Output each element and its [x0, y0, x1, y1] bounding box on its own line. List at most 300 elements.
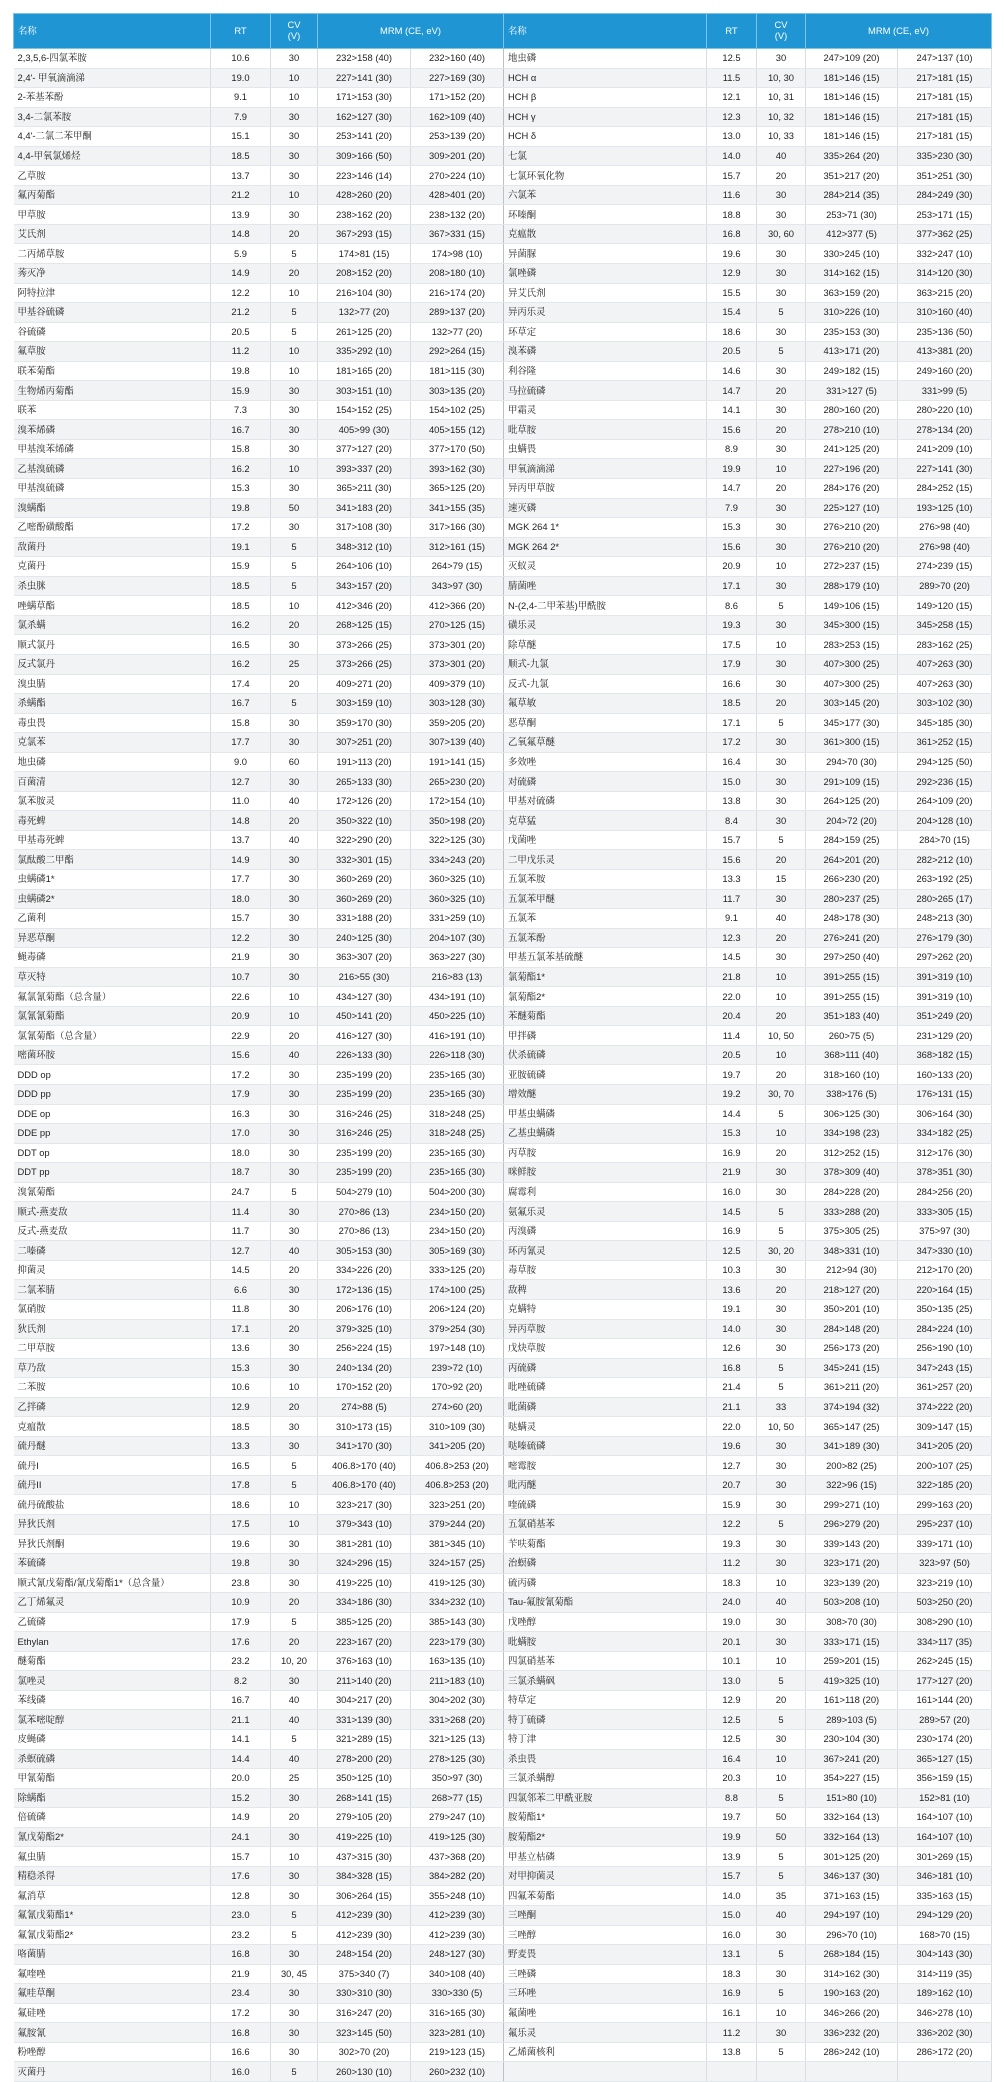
right-compound-name: 戊唑醇 [504, 1612, 707, 1632]
right-mrm-transition-2: 407>263 (30) [898, 654, 992, 674]
left-compound-name: 杀虫脒 [14, 576, 211, 596]
right-mrm-transition-1: 253>71 (30) [806, 205, 898, 225]
right-mrm-transition-1: 310>226 (10) [806, 303, 898, 323]
header-mrm-right: MRM (CE, eV) [806, 14, 992, 49]
left-cv-value: 10 [271, 283, 318, 303]
left-rt-value: 16.2 [211, 615, 271, 635]
right-mrm-transition-2: 350>135 (25) [898, 1300, 992, 1320]
right-mrm-transition-1: 308>70 (30) [806, 1612, 898, 1632]
right-mrm-transition-2: 230>174 (20) [898, 1730, 992, 1750]
right-mrm-transition-2: 253>171 (15) [898, 205, 992, 225]
left-mrm-transition-2: 373>301 (20) [411, 635, 504, 655]
right-rt-value: 8.4 [707, 811, 757, 831]
right-rt-value: 13.6 [707, 1280, 757, 1300]
left-compound-name: 甲基溴硫磷 [14, 479, 211, 499]
left-rt-value: 7.3 [211, 400, 271, 420]
right-mrm-transition-2: 189>162 (10) [898, 1984, 992, 2004]
left-mrm-transition-1: 302>70 (20) [318, 2042, 411, 2062]
right-rt-value: 17.9 [707, 654, 757, 674]
right-cv-value: 20 [757, 420, 806, 440]
right-rt-value: 15.0 [707, 772, 757, 792]
right-compound-name: 戊炔草胺 [504, 1339, 707, 1359]
right-cv-value: 30 [757, 1163, 806, 1183]
left-rt-value: 10.6 [211, 1378, 271, 1398]
right-cv-value: 10, 33 [757, 127, 806, 147]
table-row [14, 479, 992, 499]
left-cv-value: 30 [271, 909, 318, 929]
left-mrm-transition-2: 360>325 (10) [411, 869, 504, 889]
left-cv-value: 5 [271, 322, 318, 342]
left-compound-name: 虫螨磷1* [14, 869, 211, 889]
right-mrm-transition-1: 299>271 (10) [806, 1495, 898, 1515]
right-mrm-transition-1: 306>125 (30) [806, 1104, 898, 1124]
left-rt-value: 14.9 [211, 264, 271, 284]
right-rt-value: 11.7 [707, 889, 757, 909]
right-mrm-transition-2: 323>219 (10) [898, 1573, 992, 1593]
left-mrm-transition-1: 274>88 (5) [318, 1397, 411, 1417]
right-mrm-transition-1: 419>325 (10) [806, 1671, 898, 1691]
right-mrm-transition-2: 284>249 (30) [898, 185, 992, 205]
left-mrm-transition-2: 331>268 (20) [411, 1710, 504, 1730]
left-mrm-transition-2: 163>135 (10) [411, 1651, 504, 1671]
left-rt-value: 5.9 [211, 244, 271, 264]
left-mrm-transition-2: 334>232 (10) [411, 1593, 504, 1613]
left-compound-name: 二苯胺 [14, 1378, 211, 1398]
right-mrm-transition-2: 256>190 (10) [898, 1339, 992, 1359]
right-compound-name: 氟草敏 [504, 694, 707, 714]
right-cv-value: 30 [757, 1612, 806, 1632]
right-cv-value: 5 [757, 1671, 806, 1691]
right-mrm-transition-2: 332>247 (10) [898, 244, 992, 264]
right-rt-value: 15.6 [707, 850, 757, 870]
right-cv-value: 30 [757, 889, 806, 909]
right-cv-value: 35 [757, 1886, 806, 1906]
left-cv-value: 10 [271, 342, 318, 362]
left-mrm-transition-1: 419>225 (10) [318, 1827, 411, 1847]
left-cv-value: 30 [271, 1886, 318, 1906]
left-cv-value: 30 [271, 439, 318, 459]
left-cv-value: 30 [271, 479, 318, 499]
left-mrm-transition-2: 343>97 (30) [411, 576, 504, 596]
left-cv-value: 5 [271, 1456, 318, 1476]
left-mrm-transition-2: 385>143 (30) [411, 1612, 504, 1632]
right-mrm-transition-2: 193>125 (10) [898, 498, 992, 518]
right-mrm-transition-1: 367>241 (20) [806, 1749, 898, 1769]
table-row [14, 1612, 992, 1632]
table-row [14, 694, 992, 714]
right-cv-value: 30 [757, 1964, 806, 1984]
right-mrm-transition-2: 177>127 (20) [898, 1671, 992, 1691]
left-compound-name: 乙基溴硫磷 [14, 459, 211, 479]
right-rt-value: 22.0 [707, 987, 757, 1007]
left-mrm-transition-1: 162>127 (30) [318, 107, 411, 127]
left-mrm-transition-2: 219>123 (15) [411, 2042, 504, 2062]
right-compound-name: 敌稗 [504, 1280, 707, 1300]
left-mrm-transition-2: 412>366 (20) [411, 596, 504, 616]
left-rt-value: 14.9 [211, 850, 271, 870]
left-mrm-transition-1: 235>199 (20) [318, 1065, 411, 1085]
left-mrm-transition-2: 322>125 (30) [411, 830, 504, 850]
right-mrm-transition-2: 264>109 (20) [898, 791, 992, 811]
table-row [14, 2003, 992, 2023]
left-mrm-transition-2: 206>124 (20) [411, 1300, 504, 1320]
table-row [14, 576, 992, 596]
left-compound-name: 狄氏剂 [14, 1319, 211, 1339]
right-rt-value: 19.3 [707, 615, 757, 635]
left-cv-value: 20 [271, 1808, 318, 1828]
left-compound-name: 氟虫腈 [14, 1847, 211, 1867]
right-mrm-transition-1: 354>227 (15) [806, 1769, 898, 1789]
left-rt-value: 15.7 [211, 1847, 271, 1867]
left-cv-value: 30 [271, 1984, 318, 2004]
left-compound-name: 乙菌利 [14, 909, 211, 929]
left-cv-value: 30 [271, 928, 318, 948]
right-mrm-transition-2: 308>290 (10) [898, 1612, 992, 1632]
left-cv-value: 30 [271, 713, 318, 733]
right-rt-value: 19.7 [707, 1808, 757, 1828]
left-compound-name: 氯氰菊酯（总含量） [14, 1026, 211, 1046]
table-row [14, 1163, 992, 1183]
right-rt-value: 19.9 [707, 1827, 757, 1847]
left-mrm-transition-2: 303>135 (20) [411, 381, 504, 401]
right-mrm-transition-2: 227>141 (30) [898, 459, 992, 479]
right-compound-name: 异艾氏剂 [504, 283, 707, 303]
left-rt-value: 22.6 [211, 987, 271, 1007]
right-cv-value: 20 [757, 1065, 806, 1085]
left-mrm-transition-2: 312>161 (15) [411, 537, 504, 557]
left-mrm-transition-1: 331>139 (30) [318, 1710, 411, 1730]
right-cv-value: 10 [757, 557, 806, 577]
right-cv-value: 30 [757, 185, 806, 205]
left-compound-name: 异狄氏剂酮 [14, 1534, 211, 1554]
right-compound-name: 甲氧滴滴涕 [504, 459, 707, 479]
table-row [14, 2042, 992, 2062]
right-cv-value: 33 [757, 1397, 806, 1417]
table-row [14, 967, 992, 987]
left-mrm-transition-1: 216>104 (30) [318, 283, 411, 303]
left-cv-value: 30 [271, 1143, 318, 1163]
right-cv-value: 5 [757, 1378, 806, 1398]
left-compound-name: 嘧菌环胺 [14, 1045, 211, 1065]
left-mrm-transition-2: 211>183 (10) [411, 1671, 504, 1691]
left-rt-value: 23.2 [211, 1925, 271, 1945]
table-row [14, 1006, 992, 1026]
right-mrm-transition-2: 217>181 (15) [898, 107, 992, 127]
left-rt-value: 21.2 [211, 303, 271, 323]
left-cv-value: 30 [271, 1084, 318, 1104]
left-rt-value: 15.9 [211, 557, 271, 577]
table-row [14, 674, 992, 694]
right-mrm-transition-1: 348>331 (10) [806, 1241, 898, 1261]
left-mrm-transition-2: 331>259 (10) [411, 909, 504, 929]
left-mrm-transition-1: 322>290 (20) [318, 830, 411, 850]
right-mrm-transition-1: 363>159 (20) [806, 283, 898, 303]
left-cv-value: 20 [271, 1319, 318, 1339]
right-rt-value: 16.0 [707, 1182, 757, 1202]
left-cv-value: 10, 20 [271, 1651, 318, 1671]
left-rt-value: 24.7 [211, 1182, 271, 1202]
table-row [14, 1573, 992, 1593]
right-mrm-transition-1: 280>237 (25) [806, 889, 898, 909]
right-cv-value: 10 [757, 635, 806, 655]
right-mrm-transition-1: 259>201 (15) [806, 1651, 898, 1671]
right-rt-value: 13.8 [707, 2042, 757, 2062]
table-row [14, 537, 992, 557]
left-mrm-transition-1: 240>125 (30) [318, 928, 411, 948]
right-mrm-transition-2: 339>171 (10) [898, 1534, 992, 1554]
table-row [14, 1045, 992, 1065]
right-cv-value: 5 [757, 2042, 806, 2062]
right-mrm-transition-1: 345>177 (30) [806, 713, 898, 733]
right-mrm-transition-1: 333>171 (15) [806, 1632, 898, 1652]
left-mrm-transition-2: 154>102 (25) [411, 400, 504, 420]
right-rt-value: 16.8 [707, 224, 757, 244]
table-row [14, 596, 992, 616]
left-mrm-transition-2: 437>368 (20) [411, 1847, 504, 1867]
right-mrm-transition-1: 314>162 (30) [806, 1964, 898, 1984]
right-cv-value: 30 [757, 322, 806, 342]
right-mrm-transition-1: 200>82 (25) [806, 1456, 898, 1476]
left-compound-name: DDE op [14, 1104, 211, 1124]
left-mrm-transition-2: 504>200 (30) [411, 1182, 504, 1202]
left-mrm-transition-2: 359>205 (20) [411, 713, 504, 733]
table-row [14, 264, 992, 284]
right-mrm-transition-2: 363>215 (20) [898, 283, 992, 303]
left-cv-value: 30 [271, 967, 318, 987]
table-row [14, 2062, 992, 2082]
left-compound-name: 克氯苯 [14, 733, 211, 753]
right-cv-value: 30 [757, 772, 806, 792]
left-mrm-transition-2: 304>202 (30) [411, 1690, 504, 1710]
left-rt-value: 17.0 [211, 1124, 271, 1144]
right-compound-name: 二甲戊乐灵 [504, 850, 707, 870]
table-row [14, 1964, 992, 1984]
left-mrm-transition-1: 437>315 (30) [318, 1847, 411, 1867]
right-rt-value: 14.7 [707, 381, 757, 401]
left-compound-name: 甲基溴苯烯磷 [14, 439, 211, 459]
right-mrm-transition-1: 268>184 (15) [806, 1945, 898, 1965]
right-compound-name: 治螟磷 [504, 1554, 707, 1574]
right-cv-value: 10 [757, 1573, 806, 1593]
left-mrm-transition-1: 306>264 (15) [318, 1886, 411, 1906]
left-mrm-transition-1: 428>260 (20) [318, 185, 411, 205]
right-rt-value: 20.7 [707, 1475, 757, 1495]
left-cv-value: 20 [271, 674, 318, 694]
right-cv-value: 30 [757, 1632, 806, 1652]
right-mrm-transition-1: 218>127 (20) [806, 1280, 898, 1300]
right-compound-name: 五氯苯甲醚 [504, 889, 707, 909]
right-mrm-transition-2: 391>319 (10) [898, 987, 992, 1007]
table-row [14, 987, 992, 1007]
right-cv-value: 5 [757, 596, 806, 616]
table-row [14, 615, 992, 635]
left-rt-value: 23.0 [211, 1905, 271, 1925]
right-rt-value: 15.5 [707, 283, 757, 303]
right-mrm-transition-2: 164>107 (10) [898, 1827, 992, 1847]
left-mrm-transition-1: 331>188 (20) [318, 909, 411, 929]
left-mrm-transition-1: 206>176 (10) [318, 1300, 411, 1320]
right-mrm-transition-2: 292>236 (15) [898, 772, 992, 792]
table-row [14, 1866, 992, 1886]
right-mrm-transition-1: 294>70 (30) [806, 752, 898, 772]
right-mrm-transition-1: 284>214 (35) [806, 185, 898, 205]
table-row [14, 420, 992, 440]
right-mrm-transition-2: 176>131 (15) [898, 1084, 992, 1104]
left-mrm-transition-2: 360>325 (10) [411, 889, 504, 909]
right-cv-value: 30, 60 [757, 224, 806, 244]
right-mrm-transition-2: 361>257 (20) [898, 1378, 992, 1398]
right-compound-name: 胺菊酯1* [504, 1808, 707, 1828]
left-mrm-transition-2: 191>141 (15) [411, 752, 504, 772]
right-mrm-transition-1: 351>217 (20) [806, 166, 898, 186]
left-compound-name: 乙草胺 [14, 166, 211, 186]
left-mrm-transition-1: 412>239 (30) [318, 1925, 411, 1945]
left-compound-name: 二嗪磷 [14, 1241, 211, 1261]
left-compound-name: 硫丹醚 [14, 1436, 211, 1456]
right-mrm-transition-2: 341>205 (20) [898, 1436, 992, 1456]
right-mrm-transition-1: 256>173 (20) [806, 1339, 898, 1359]
left-mrm-transition-2: 323>251 (20) [411, 1495, 504, 1515]
right-mrm-transition-2 [898, 2062, 992, 2082]
left-compound-name: 杀螟硫磷 [14, 1749, 211, 1769]
left-mrm-transition-1: 360>269 (20) [318, 869, 411, 889]
right-mrm-transition-1: 335>264 (20) [806, 146, 898, 166]
right-mrm-transition-1: 391>255 (15) [806, 967, 898, 987]
right-compound-name: 三唑磷 [504, 1964, 707, 1984]
right-compound-name: 四氟苯菊酯 [504, 1886, 707, 1906]
right-mrm-transition-2: 335>163 (15) [898, 1886, 992, 1906]
right-cv-value: 20 [757, 1143, 806, 1163]
left-mrm-transition-2: 323>281 (10) [411, 2023, 504, 2043]
left-rt-value: 19.8 [211, 1554, 271, 1574]
left-mrm-transition-2: 412>239 (30) [411, 1905, 504, 1925]
right-cv-value: 30 [757, 948, 806, 968]
left-cv-value: 20 [271, 264, 318, 284]
left-rt-value: 9.1 [211, 88, 271, 108]
right-rt-value: 12.9 [707, 264, 757, 284]
right-mrm-transition-2: 413>381 (20) [898, 342, 992, 362]
right-mrm-transition-1: 301>125 (20) [806, 1847, 898, 1867]
left-rt-value: 15.3 [211, 1358, 271, 1378]
right-compound-name [504, 2062, 707, 2082]
right-cv-value: 30 [757, 2023, 806, 2043]
right-mrm-transition-1: 283>253 (15) [806, 635, 898, 655]
table-row [14, 205, 992, 225]
right-rt-value: 8.9 [707, 439, 757, 459]
table-row [14, 88, 992, 108]
right-compound-name: 三唑醇 [504, 1925, 707, 1945]
right-cv-value: 50 [757, 1827, 806, 1847]
left-mrm-transition-1: 317>108 (30) [318, 518, 411, 538]
left-mrm-transition-1: 373>266 (25) [318, 635, 411, 655]
left-mrm-transition-2: 350>198 (20) [411, 811, 504, 831]
left-mrm-transition-1: 303>159 (10) [318, 694, 411, 714]
left-cv-value: 30 [271, 2003, 318, 2023]
left-mrm-transition-1: 434>127 (30) [318, 987, 411, 1007]
right-mrm-transition-2: 351>249 (20) [898, 1006, 992, 1026]
right-cv-value: 30 [757, 752, 806, 772]
left-compound-name: 溴苯烯磷 [14, 420, 211, 440]
right-compound-name: 克螨特 [504, 1300, 707, 1320]
left-mrm-transition-1: 406.8>170 (40) [318, 1475, 411, 1495]
left-rt-value: 21.9 [211, 1964, 271, 1984]
right-compound-name: 氯菊酯1* [504, 967, 707, 987]
left-cv-value: 30 [271, 1671, 318, 1691]
left-compound-name: 莠灭净 [14, 264, 211, 284]
right-mrm-transition-2: 304>143 (30) [898, 1945, 992, 1965]
right-rt-value: 18.8 [707, 205, 757, 225]
right-mrm-transition-2: 309>147 (15) [898, 1417, 992, 1437]
right-mrm-transition-2: 149>120 (15) [898, 596, 992, 616]
right-cv-value: 30 [757, 1436, 806, 1456]
left-mrm-transition-2: 305>169 (30) [411, 1241, 504, 1261]
left-compound-name: 氯酞酸二甲酯 [14, 850, 211, 870]
right-mrm-transition-1: 412>377 (5) [806, 224, 898, 244]
right-rt-value: 15.9 [707, 1495, 757, 1515]
right-compound-name: 对甲抑菌灵 [504, 1866, 707, 1886]
right-mrm-transition-2: 374>222 (20) [898, 1397, 992, 1417]
left-cv-value: 30 [271, 107, 318, 127]
right-cv-value: 30 [757, 615, 806, 635]
table-row [14, 752, 992, 772]
left-rt-value: 12.7 [211, 772, 271, 792]
left-rt-value: 9.0 [211, 752, 271, 772]
table-row [14, 400, 992, 420]
table-row [14, 49, 992, 69]
right-mrm-transition-1: 181>146 (15) [806, 127, 898, 147]
right-cv-value: 30 [757, 654, 806, 674]
right-rt-value: 13.3 [707, 869, 757, 889]
right-mrm-transition-1: 260>75 (5) [806, 1026, 898, 1046]
left-mrm-transition-2: 381>345 (10) [411, 1534, 504, 1554]
right-mrm-transition-1: 413>171 (20) [806, 342, 898, 362]
right-compound-name: 胺菊酯2* [504, 1827, 707, 1847]
left-cv-value: 30 [271, 948, 318, 968]
right-mrm-transition-1: 297>250 (40) [806, 948, 898, 968]
right-cv-value: 10, 32 [757, 107, 806, 127]
left-compound-name: 粉唑醇 [14, 2042, 211, 2062]
left-rt-value: 23.2 [211, 1651, 271, 1671]
left-mrm-transition-1: 381>281 (10) [318, 1534, 411, 1554]
right-mrm-transition-2: 284>252 (15) [898, 479, 992, 499]
left-cv-value: 5 [271, 1730, 318, 1750]
right-cv-value: 5 [757, 1104, 806, 1124]
left-mrm-transition-1: 240>134 (20) [318, 1358, 411, 1378]
left-compound-name: 溴氰菊酯 [14, 1182, 211, 1202]
right-rt-value: 14.7 [707, 479, 757, 499]
right-mrm-transition-1: 314>162 (15) [806, 264, 898, 284]
left-rt-value: 17.5 [211, 1515, 271, 1535]
right-mrm-transition-2: 334>117 (35) [898, 1632, 992, 1652]
left-rt-value: 18.5 [211, 1417, 271, 1437]
right-cv-value: 5 [757, 1710, 806, 1730]
left-mrm-transition-2: 235>165 (30) [411, 1065, 504, 1085]
right-rt-value: 18.5 [707, 694, 757, 714]
right-rt-value: 13.0 [707, 127, 757, 147]
left-rt-value: 16.5 [211, 1456, 271, 1476]
left-rt-value: 23.4 [211, 1984, 271, 2004]
left-compound-name: 氟氰戊菊酯2* [14, 1925, 211, 1945]
right-mrm-transition-1: 338>176 (5) [806, 1084, 898, 1104]
left-rt-value: 17.6 [211, 1632, 271, 1652]
left-compound-name: 溴虫腈 [14, 674, 211, 694]
left-cv-value: 5 [271, 537, 318, 557]
table-row [14, 1515, 992, 1535]
left-mrm-transition-2: 324>157 (25) [411, 1554, 504, 1574]
right-mrm-transition-2: 407>263 (30) [898, 674, 992, 694]
left-mrm-transition-2: 434>191 (10) [411, 987, 504, 1007]
right-mrm-transition-1: 276>210 (20) [806, 518, 898, 538]
